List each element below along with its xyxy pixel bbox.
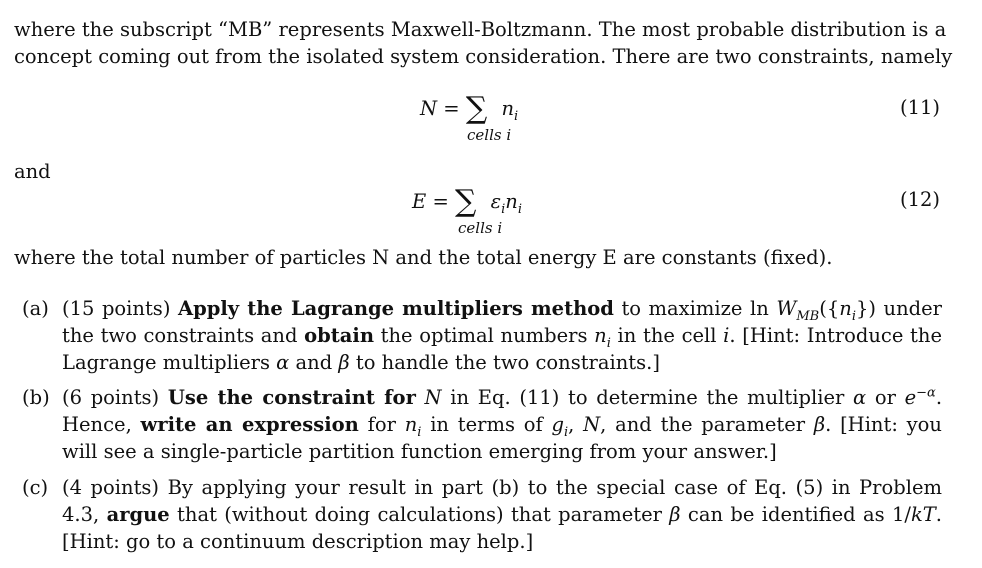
eq12-sum-index: cells i	[458, 219, 503, 237]
eq12-lhs: E	[412, 190, 427, 213]
part-a	[22, 295, 942, 376]
equation-12	[412, 184, 522, 219]
part-c	[22, 474, 942, 555]
eq12-sum-symbol: ∑	[455, 184, 477, 219]
constants-sentence: where the total number of particles N and the total energy E are constants (fixed).	[14, 246, 833, 269]
eq12-summand: $\varepsilon_in_i$	[490, 190, 522, 217]
eq11-sum-symbol: ∑	[465, 91, 488, 126]
part-b-text: (6 points) Use the constraint for N in Eq. (11) to determine the multiplier α or $e^{-\alpha}$. Hence, write an expression for $n_i$ in terms of $g_i$, N, and the parameter β. [Hint: you will see a single-particle partition function emerging from your answer.]	[62, 385, 943, 463]
equation-11	[420, 91, 519, 126]
eq11-sum-index: cells i	[467, 126, 512, 144]
part-c-text: (4 points) By applying your result in part (b) to the special case of Eq. (5) in Problem 4.3, argue that (without doing calculations) that parameter β can be identified as 1/kT. [Hint: go to a continuum description may help.]	[62, 476, 942, 553]
part-a-text: (15 points) Apply the Lagrange multipliers method to maximize $\ln W_{MB}(\{n_i\})$ under the two constraints and obtain the optimal numbers $n_i$ in the cell i. [Hint: Introduce the Lagrange multipliers α and β to handle the two constraints.]	[62, 297, 942, 374]
eq11-summand: $n_i$	[501, 97, 519, 124]
eq12-equals: =	[432, 190, 449, 213]
eq11-equals: =	[443, 97, 460, 120]
part-c-label: (c)	[22, 476, 49, 499]
part-a-label: (a)	[22, 297, 49, 320]
eq12-number: (12)	[899, 188, 940, 211]
intro-line-2: concept coming out from the isolated system consideration. There are two constraints, namely	[14, 45, 953, 68]
and-word: and	[14, 160, 51, 183]
part-b-label: (b)	[22, 386, 50, 409]
part-b	[22, 384, 942, 465]
eq11-lhs: N	[420, 97, 438, 120]
intro-line-1: where the subscript “MB” represents Maxwell-Boltzmann. The most probable distribution is a	[14, 18, 947, 41]
eq11-number: (11)	[899, 96, 940, 119]
